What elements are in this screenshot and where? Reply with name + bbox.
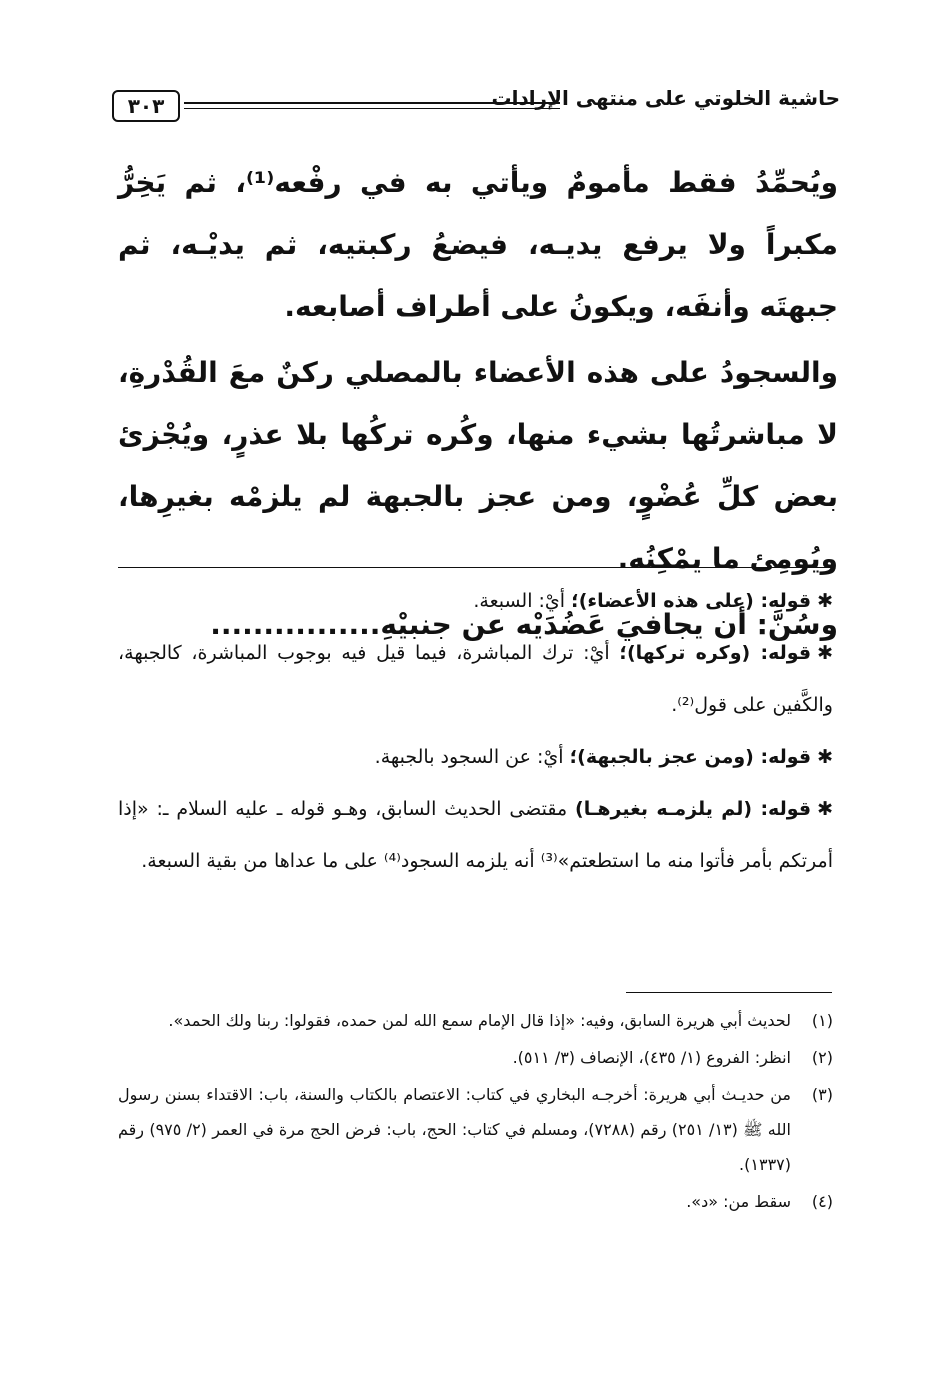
commentary-item bbox=[118, 731, 833, 783]
footnote-text: سقط من: «د». bbox=[686, 1192, 791, 1211]
footnotes bbox=[118, 1003, 833, 1221]
asterisk-icon: ✱ bbox=[817, 798, 833, 820]
commentary-item bbox=[118, 575, 833, 627]
continuation-dots: ................ bbox=[210, 608, 381, 641]
commentary-lead: قوله: (ومن عجز بالجبهة)؛ bbox=[569, 746, 812, 768]
page-number: ٣٠٣ bbox=[112, 90, 180, 122]
footnote-number: (٢) bbox=[811, 1048, 833, 1067]
commentary-lead: قوله: (وكره تركها)؛ bbox=[619, 642, 812, 664]
footnote-separator-rule bbox=[626, 992, 832, 993]
commentary-text: أيْ: عن السجود بالجبهة. bbox=[374, 746, 570, 768]
commentary-text: مقتضى الحديث السابق، وهـو قوله ـ عليه السلام ـ: «إذا أمرتكم بأمر فأتوا منه ما استطعتم»⁽³⁾ أنه يلزمه السجود⁽⁴⁾ على ما عداها من بقية السبعة. bbox=[118, 798, 833, 872]
running-title: حاشية الخلوتي على منتهى الإرادات bbox=[491, 86, 840, 110]
commentary-item bbox=[118, 627, 833, 731]
matn-separator-rule bbox=[118, 567, 833, 568]
commentary-item bbox=[118, 783, 833, 887]
footnote bbox=[118, 1077, 833, 1182]
footnote bbox=[118, 1184, 833, 1219]
footnote-text: لحديث أبي هريرة السابق، وفيه: «إذا قال الإمام سمع الله لمن حمده، فقولوا: ربنا ولك الحمد». bbox=[168, 1011, 791, 1030]
commentary-lead: قوله: (لم يلزمـه بغيرهـا) bbox=[575, 798, 812, 820]
matn-last-line-text: وسُنَّ: أن يجافيَ عَضُدَيْه عن جنبيْهِ bbox=[380, 608, 838, 641]
footnote bbox=[118, 1040, 833, 1075]
footnote-number: (٣) bbox=[811, 1085, 833, 1104]
commentary-text: أيْ: السبعة. bbox=[473, 590, 572, 612]
matn-paragraph: والسجودُ على هذه الأعضاء بالمصلي ركنٌ معَ القُدْرةِ، لا مباشرتُها بشيء منها، وكُره تركُها بلا عذرٍ، ويُجْزئ بعض كلِّ عُضْوٍ، ومن عجز بالجبهة لم يلزمْه بغيرِها، ويُومِئ ما يمْكِنُه. bbox=[118, 356, 838, 575]
asterisk-icon: ✱ bbox=[817, 590, 833, 612]
footnote-number: (٤) bbox=[811, 1192, 833, 1211]
asterisk-icon: ✱ bbox=[817, 746, 833, 768]
commentary-text: أيْ: ترك المباشرة، فيما قيل فيه بوجوب المباشرة، كالجبهة، والكَّفين على قول⁽²⁾. bbox=[118, 642, 833, 716]
commentary bbox=[118, 575, 833, 887]
footnote bbox=[118, 1003, 833, 1038]
asterisk-icon: ✱ bbox=[817, 642, 833, 664]
footnote-number: (١) bbox=[811, 1011, 833, 1030]
footnote-text: انظر: الفروع (١/ ٤٣٥)، الإنصاف (٣/ ٥١١). bbox=[512, 1048, 791, 1067]
matn-paragraph: ويُحمِّدُ فقط مأمومٌ ويأتي به في رفْعه⁽¹⁾، ثم يَخِرُّ مكبراً ولا يرفع يديـه، فيضعُ ركبتيه، ثم يديْـه، ثم جبهتَه وأنفَه، ويكونُ على أطراف أصابعه. bbox=[118, 166, 839, 323]
page-header bbox=[112, 80, 840, 130]
footnote-text: من حديـث أبي هريرة: أخرجـه البخاري في كتاب: الاعتصام بالكتاب والسنة، باب: الاقتداء بسنن رسول الله ﷺ (١٣/ ٢٥١) رقم (٧٢٨٨)، ومسلم في كتاب: الحج، باب: فرض الحج مرة في العمر (٢/ ٩٧٥) رقم (١٣٣٧). bbox=[118, 1085, 792, 1174]
commentary-lead: قوله: (على هذه الأعضاء)؛ bbox=[571, 590, 812, 612]
